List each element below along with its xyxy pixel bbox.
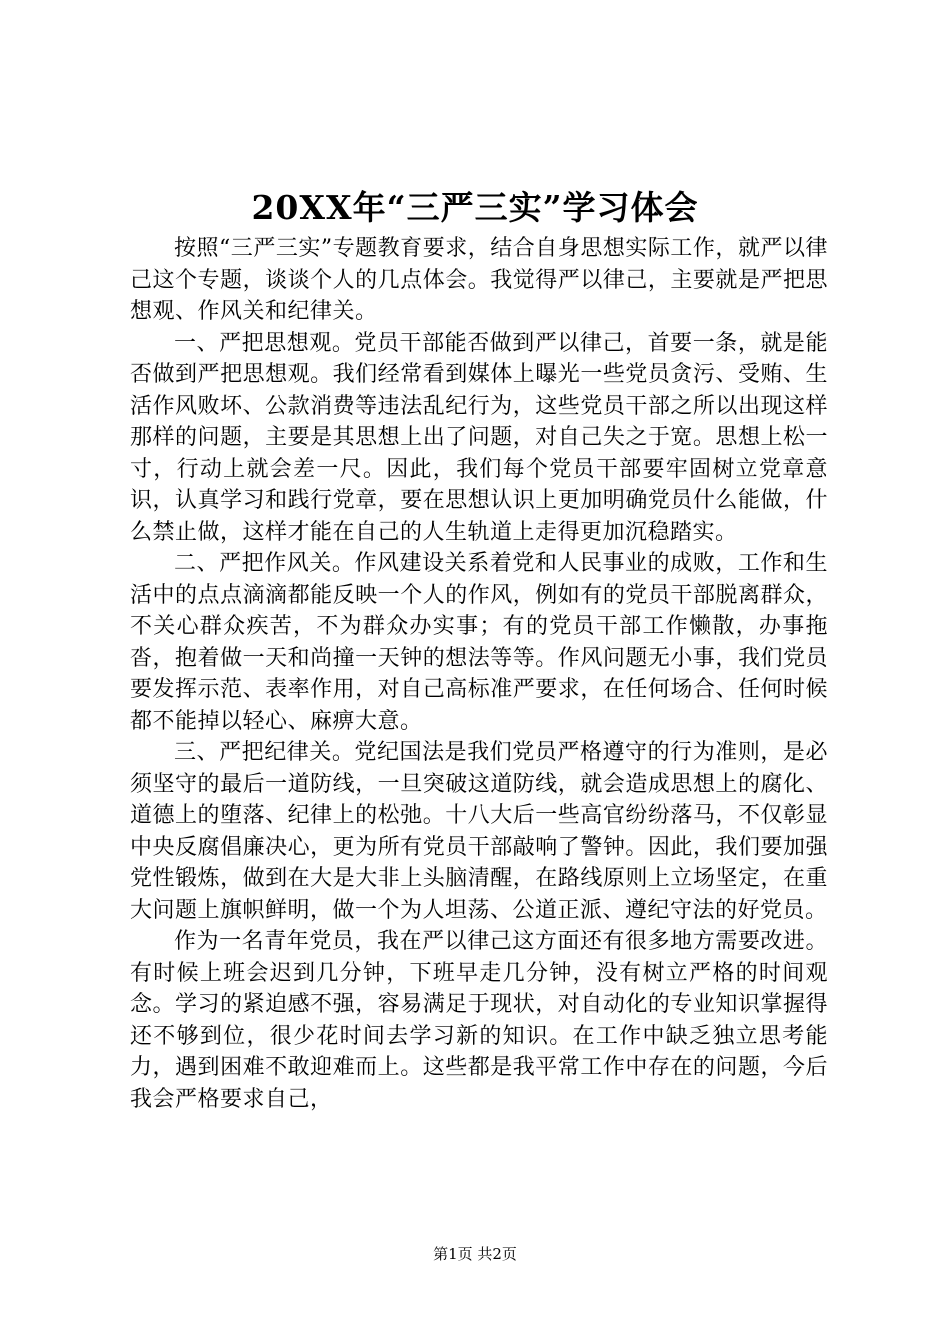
document-title: 20XX年“三严三实”学习体会 <box>251 188 699 227</box>
paragraph-reflection: 作为一名青年党员，我在严以律己这方面还有很多地方需要改进。有时候上班会迟到几分钟，下班早走几分钟，没有树立严格的时间观念。学习的紧迫感不强，容易满足于现状，对自动化的专业知识掌握得还不够到位，很少花时间去学习新的知识。在工作中缺乏独立思考能力，遇到困难不敢迎难而上。这些都是我平常工作中存在的问题，今后我会严格要求自己， <box>130 929 828 1112</box>
page-number-footer: 第1页 共2页 <box>433 1245 517 1263</box>
paragraph-section-3: 三、严把纪律关。党纪国法是我们党员严格遵守的行为准则，是必须坚守的最后一道防线，一旦突破这道防线，就会造成思想上的腐化、道德上的堕落、纪律上的松弛。十八大后一些高官纷纷落马，不仅彰显中央反腐倡廉决心，更为所有党员干部敲响了警钟。因此，我们要加强党性锻炼，做到在大是大非上头脑清醒，在路线原则上立场坚定，在重大问题上旗帜鲜明，做一个为人坦荡、公道正派、遵纪守法的好党员。 <box>130 740 828 923</box>
paragraph-section-2: 二、严把作风关。作风建设关系着党和人民事业的成败，工作和生活中的点点滴滴都能反映一个人的作风，例如有的党员干部脱离群众，不关心群众疾苦，不为群众办实事；有的党员干部工作懒散，办事拖沓，抱着做一天和尚撞一天钟的想法等等。作风问题无小事，我们党员要发挥示范、表率作用，对自己高标准严要求，在任何场合、任何时候都不能掉以轻心、麻痹大意。 <box>130 551 828 734</box>
paragraph-intro: 按照“三严三实”专题教育要求，结合自身思想实际工作，就严以律己这个专题，谈谈个人的几点体会。我觉得严以律己，主要就是严把思想观、作风关和纪律关。 <box>130 236 828 324</box>
paragraph-section-1: 一、严把思想观。党员干部能否做到严以律己，首要一条，就是能否做到严把思想观。我们经常看到媒体上曝光一些党员贪污、受贿、生活作风败坏、公款消费等违法乱纪行为，这些党员干部之所以出现这样那样的问题，主要是其思想上出了问题，对自己失之于宽。思想上松一寸，行动上就会差一尺。因此，我们每个党员干部要牢固树立党章意识，认真学习和践行党章，要在思想认识上更加明确党员什么能做，什么禁止做，这样才能在自己的人生轨道上走得更加沉稳踏实。 <box>130 330 828 545</box>
document-body <box>130 233 828 1115</box>
